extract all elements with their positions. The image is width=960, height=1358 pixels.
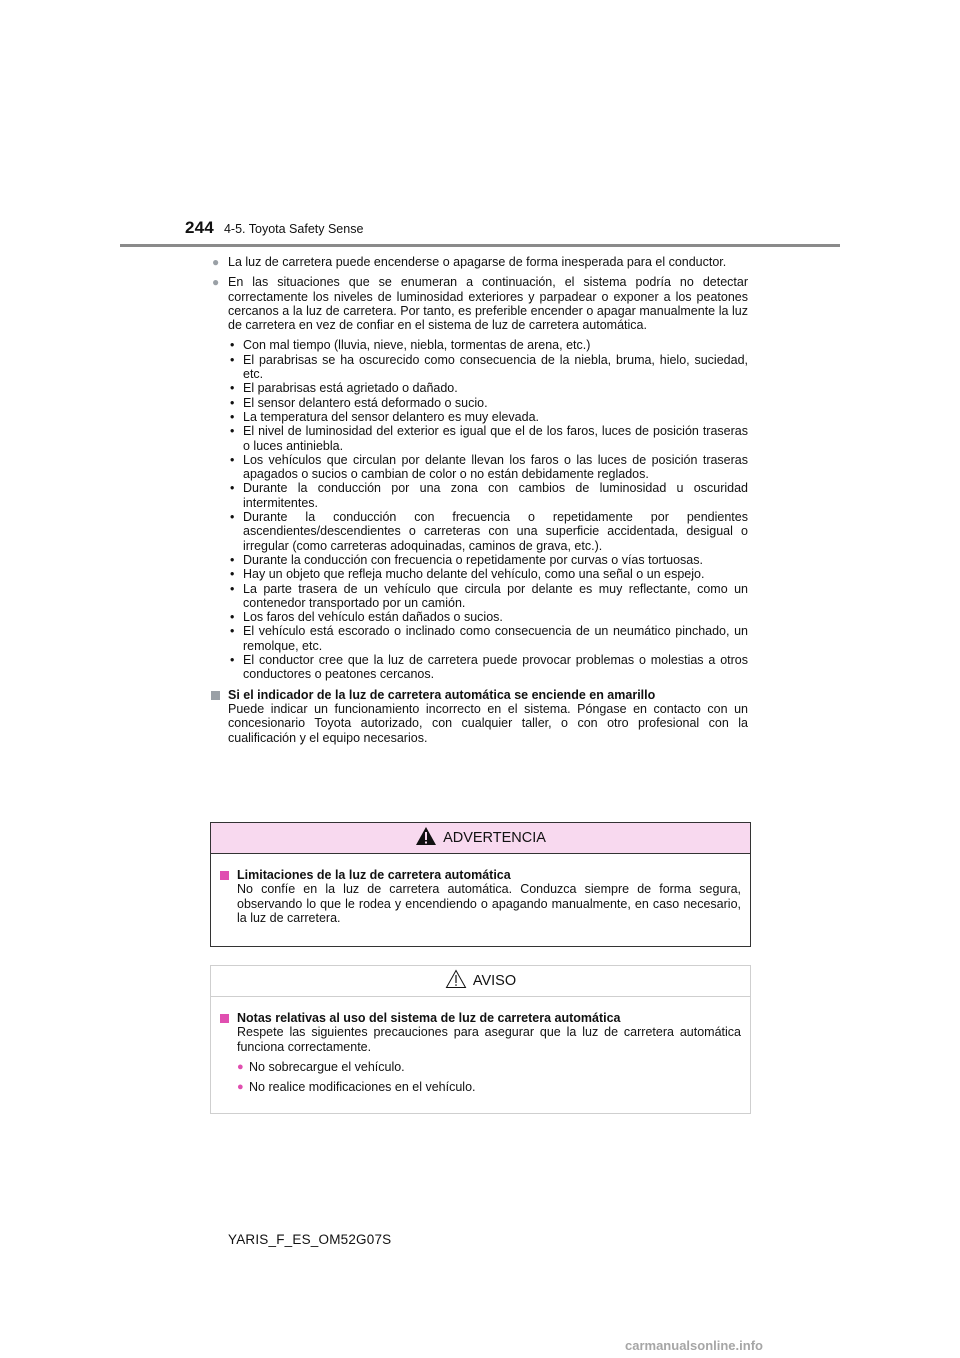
list-item: • La temperatura del sensor delantero es muy elevada. — [228, 410, 748, 424]
header-rule — [120, 244, 840, 247]
list-item: • El parabrisas está agrietado o dañado. — [228, 381, 748, 395]
list-item: • El nivel de luminosidad del exterior es igual que el de los faros, luces de posición traseras o luces antiniebla. — [228, 424, 748, 453]
warning-triangle-icon — [415, 826, 437, 850]
warning-heading: Limitaciones de la luz de carretera automática — [219, 868, 741, 882]
list-item: • Durante la conducción con frecuencia o repetidamente por curvas o vías tortuosas. — [228, 553, 748, 567]
warning-body — [211, 854, 750, 925]
circle-bullet-icon: ● — [212, 275, 220, 290]
notice-body — [211, 997, 750, 1094]
page-header — [185, 218, 363, 238]
circle-bullet-icon: ● — [237, 1081, 244, 1094]
warning-header — [211, 823, 750, 854]
circle-bullet-icon: ● — [212, 255, 220, 269]
square-bullet-icon — [220, 871, 229, 880]
notice-header — [211, 966, 750, 997]
notice-title: AVISO — [472, 973, 517, 989]
warning-box — [210, 822, 751, 947]
list-item: • El conductor cree que la luz de carretera puede provocar problemas o molestias a otros conductores o peatones cercanos. — [228, 653, 748, 682]
notice-text: Respete las siguientes precauciones para asegurar que la luz de carretera automática funciona correctamente. — [237, 1025, 741, 1054]
list-item: • Hay un objeto que refleja mucho delante del vehículo, como una señal o un espejo. — [228, 567, 748, 581]
list-item: • El parabrisas se ha oscurecido como consecuencia de la niebla, bruma, hielo, suciedad, etc. — [228, 353, 748, 382]
section-title: 4-5. Toyota Safety Sense — [223, 222, 364, 236]
circle-bullet-icon: ● — [237, 1060, 244, 1073]
list-item: • La parte trasera de un vehículo que circula por delante es muy reflectante, como un contenedor transportado por un camión. — [228, 582, 748, 611]
square-bullet-icon — [211, 691, 220, 700]
bullet-text: En las situaciones que se enumeran a continuación, el sistema podría no detectar correctamente los niveles de luminosidad exteriores y parpadear o exponer a los peatones cercanos a la luz de carretera. Por tanto, es preferible encender o apagar manualmente la luz de carretera en vez de confiar en el sistema de luz de carretera automática. — [228, 275, 748, 333]
list-item: • Durante la conducción con frecuencia o repetidamente por pendientes ascendientes/descendientes o carreteras con una superficie accidentada, desigual o irregular (como carreteras adoquinadas, caminos de grava, etc.). — [228, 510, 748, 553]
situation-list — [228, 338, 748, 681]
amber-indicator-heading: Si el indicador de la luz de carretera automática se enciende en amarillo — [210, 688, 748, 702]
warning-text: No confíe en la luz de carretera automática. Conduzca siempre de forma segura, observando lo que le rodea y encendiendo o apagando manualmente, en caso necesario, la luz de carretera. — [237, 882, 741, 925]
square-bullet-icon — [220, 1014, 229, 1023]
notice-heading: Notas relativas al uso del sistema de luz de carretera automática — [219, 1011, 741, 1025]
bullet-item — [210, 255, 748, 269]
list-item: • El vehículo está escorado o inclinado como consecuencia de un neumático pinchado, un remolque, etc. — [228, 624, 748, 653]
bullet-text: La luz de carretera puede encenderse o apagarse de forma inesperada para el conductor. — [228, 255, 727, 269]
notice-triangle-icon — [445, 969, 467, 993]
list-item: • El sensor delantero está deformado o sucio. — [228, 396, 748, 410]
notice-bullet: ● No realice modificaciones en el vehículo. — [237, 1080, 476, 1095]
watermark: carmanualsonline.info — [625, 1338, 763, 1353]
list-item: • Durante la conducción por una zona con cambios de luminosidad u oscuridad intermitentes. — [228, 481, 748, 510]
notice-bullet: ● No sobrecargue el vehículo. — [237, 1059, 405, 1074]
list-item: • Los faros del vehículo están dañados o sucios. — [228, 610, 748, 624]
warning-title: ADVERTENCIA — [443, 830, 546, 846]
list-item: • Con mal tiempo (lluvia, nieve, niebla, tormentas de arena, etc.) — [228, 338, 748, 352]
amber-indicator-text: Puede indicar un funcionamiento incorrecto en el sistema. Póngase en contacto con un concesionario Toyota autorizado, con cualquier taller, o con otro profesional con la cualificación y el equipo necesarios. — [228, 701, 748, 745]
footer-code: YARIS_F_ES_OM52G07S — [228, 1232, 392, 1247]
list-item: • Los vehículos que circulan por delante llevan los faros o las luces de posición traseras apagados o sucios o cambian de color o no están debidamente reglados. — [228, 453, 748, 482]
page-number: 244 — [185, 218, 214, 237]
bullet-item — [210, 275, 748, 332]
notice-box — [210, 965, 751, 1114]
main-content — [210, 255, 748, 745]
